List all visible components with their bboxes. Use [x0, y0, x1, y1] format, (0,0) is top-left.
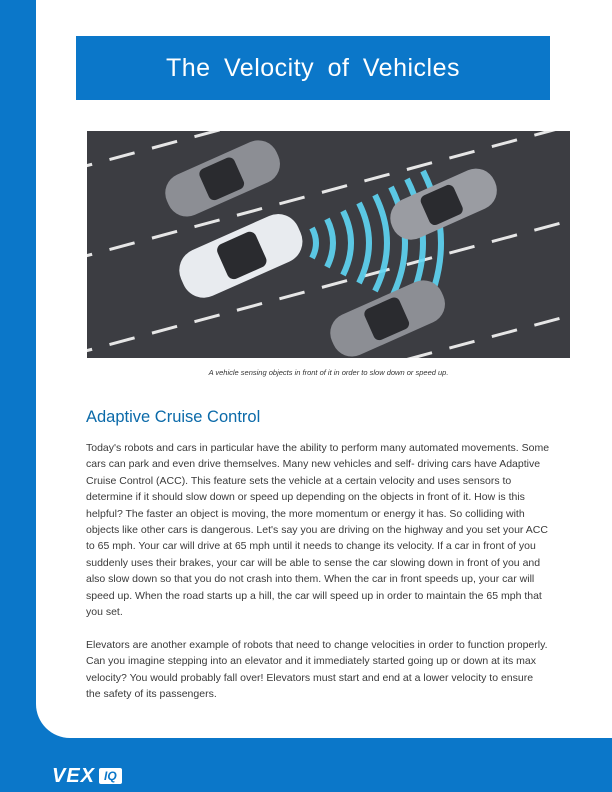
- paragraph-elevators: Elevators are another example of robots that need to change velocities in order to function properly. Can you imagine stepping into an elevator and it immediately started going up or down at its max velocity? You would probably fall over! Elevators must start and end at a lower velocity to ensure the safety of its passengers.: [86, 639, 548, 701]
- vex-iq-logo: [52, 766, 122, 786]
- title-banner: [76, 36, 550, 100]
- page-title: The Velocity of Vehicles: [165, 53, 461, 82]
- road-illustration: [87, 131, 570, 358]
- logo-text: VEX: [52, 764, 96, 787]
- hero-image: [87, 131, 570, 358]
- logo-badge: IQ: [99, 768, 122, 784]
- section-heading: Adaptive Cruise Control: [86, 408, 261, 426]
- figure-caption: A vehicle sensing objects in front of it in order to slow down or speed up.: [208, 368, 449, 377]
- paragraph-acc: Today's robots and cars in particular have the ability to perform many automated movements. Some cars can park and even drive themselves. Many new vehicles and self- driving cars have Adaptive Cruise Control (ACC). This feature sets the vehicle at a certain velocity and uses sensors to determine if it should slow down or speed up depending on the objects in front of it. How is this helpful? The faster an object is moving, the more momentum or energy it has. So colliding with objects like other cars is dangerous. Let's say you are driving on the highway and you set your ACC to 65 mph. Your car will drive at 65 mph until it needs to change its velocity. If a car in front of you suddenly uses their brakes, your car will be able to sense the car slowing down in front of you and also slow down so that you do not crash into them. When the car in front speeds up, your car will speed up. When the road starts up a hill, the car will speed up in order to maintain the 65 mph that you set.: [86, 442, 550, 619]
